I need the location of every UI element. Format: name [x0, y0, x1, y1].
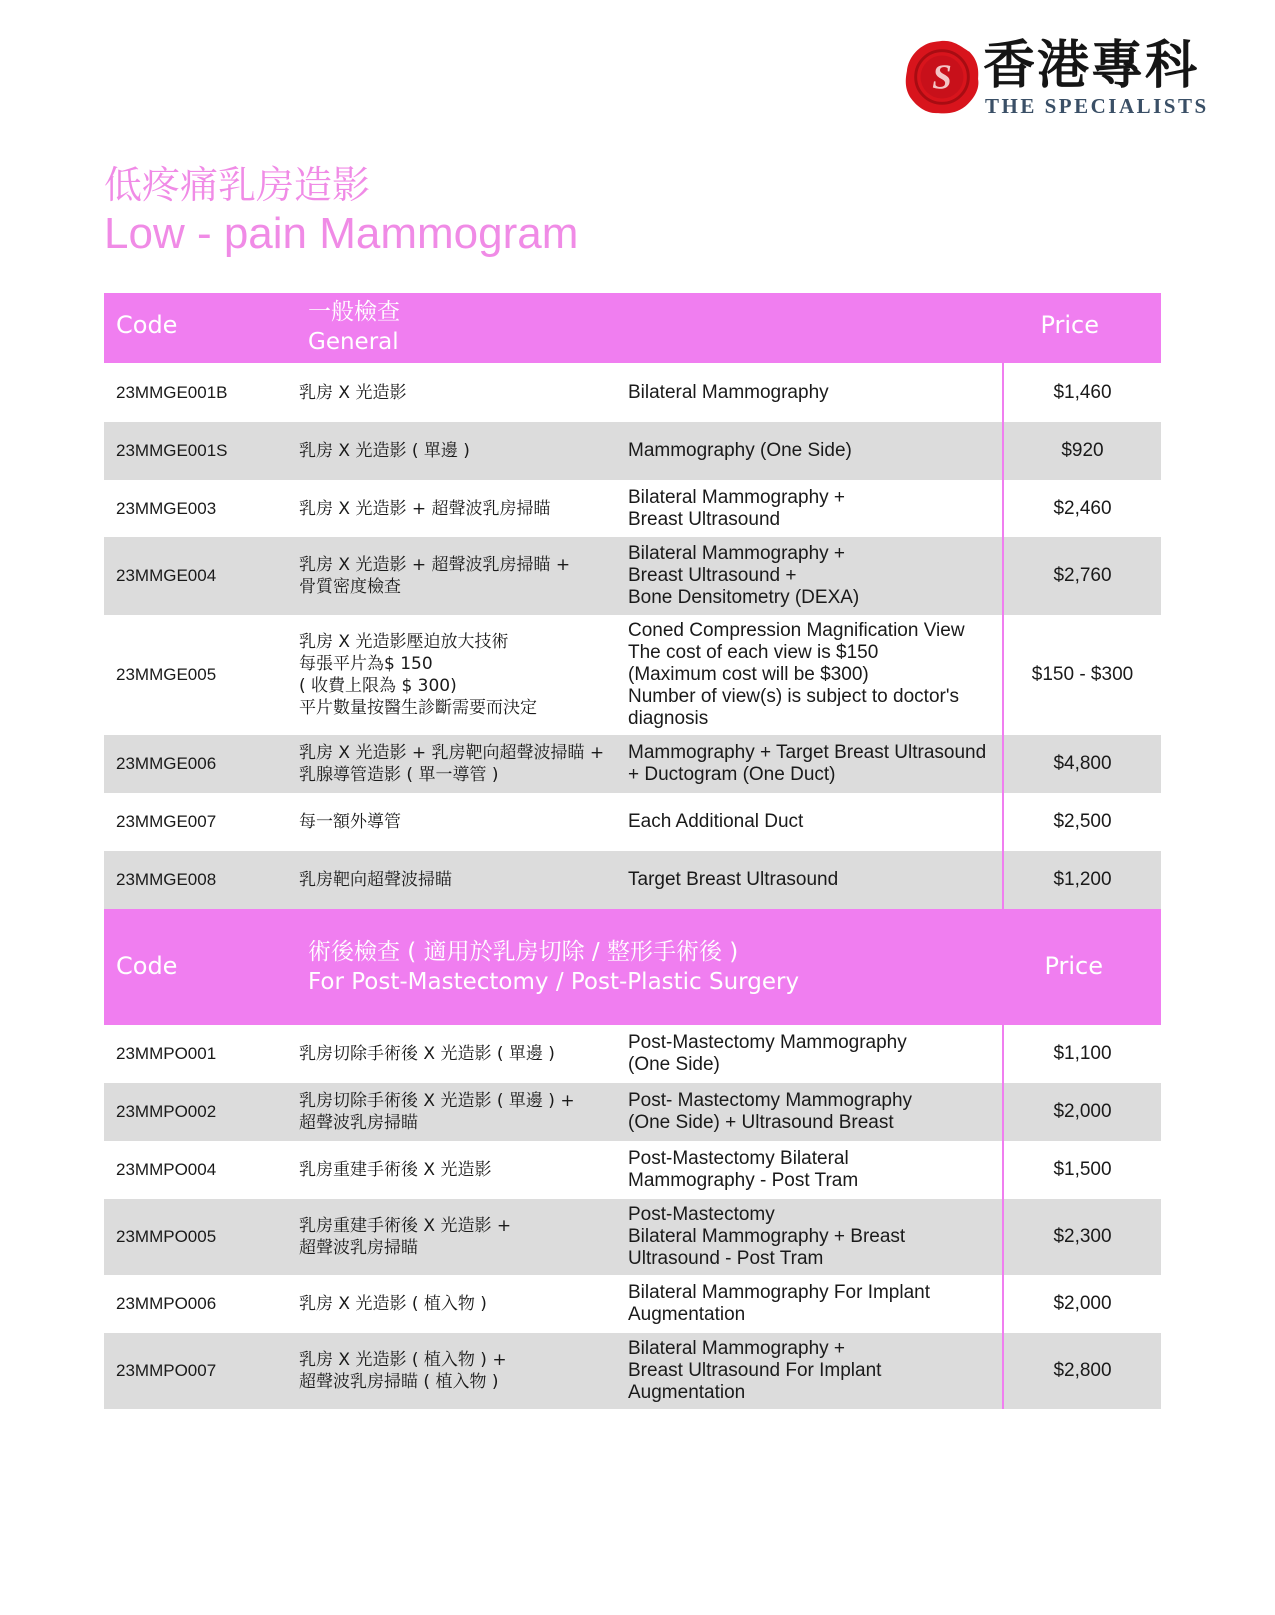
- row-desc-en: [628, 422, 998, 480]
- row-desc-cn: [299, 480, 619, 537]
- row-price: $2,460: [1053, 497, 1112, 519]
- row-desc-cn: [299, 1025, 619, 1083]
- row-desc-cn-line: 乳房靶向超聲波掃瞄: [299, 870, 452, 890]
- row-price: $2,000: [1053, 1101, 1112, 1122]
- header-price: Price: [1040, 311, 1099, 339]
- row-desc-cn-line: 每張平片為$ 150: [299, 654, 433, 674]
- row-desc-en-line: (One Side) + Ultrasound Breast: [628, 1112, 894, 1133]
- row-code: 23MMPO007: [116, 1361, 217, 1380]
- page-title-en: Low - pain Mammogram: [104, 209, 579, 258]
- row-price: $1,500: [1053, 1159, 1112, 1180]
- row-code: 23MMPO001: [116, 1044, 217, 1063]
- row-price: $2,500: [1053, 811, 1112, 832]
- row-desc-en-line: Bilateral Mammography +: [628, 1338, 846, 1359]
- row-desc-cn-line: 乳房 X 光造影 ( 植入物 ): [299, 1294, 487, 1314]
- row-price: $1,100: [1053, 1043, 1112, 1064]
- row-desc-cn-line: 乳房 X 光造影壓迫放大技術: [299, 632, 509, 652]
- row-code: 23MMGE003: [116, 498, 217, 518]
- row-price: $2,760: [1053, 565, 1112, 586]
- row-desc-en: [628, 1333, 998, 1409]
- row-desc-cn: [299, 537, 619, 615]
- row-desc-cn-line: 乳房切除手術後 X 光造影 ( 單邊 ) +: [299, 1091, 575, 1111]
- header-code: Code: [116, 952, 178, 980]
- row-desc-en-line: Bilateral Mammography + Breast: [628, 1226, 906, 1247]
- row-desc-en: [628, 1083, 998, 1141]
- table-row: [104, 1141, 1161, 1199]
- row-desc-cn: [299, 363, 619, 422]
- svg-text:S: S: [932, 57, 952, 97]
- row-desc-cn-line: 乳房 X 光造影 + 乳房靶向超聲波掃瞄 +: [299, 743, 605, 763]
- row-code: 23MMGE004: [116, 566, 217, 585]
- logo-name-en: THE SPECIALISTS: [985, 94, 1209, 118]
- row-desc-cn: [299, 1141, 619, 1199]
- table-row: [104, 851, 1161, 909]
- row-desc-cn-line: 乳房 X 光造影 ( 單邊 ): [299, 441, 470, 461]
- row-desc-en-line: Mammography + Target Breast Ultrasound: [628, 742, 987, 763]
- row-desc-cn-line: 每一額外導管: [299, 812, 401, 832]
- row-desc-en-line: Post-Mastectomy: [628, 1204, 775, 1225]
- row-code: 23MMGE008: [116, 870, 217, 889]
- row-desc-cn-line: ( 收費上限為 $ 300): [299, 676, 457, 696]
- header-desc-cn: 術後檢查 ( 適用於乳房切除 / 整形手術後 ): [308, 939, 739, 965]
- row-desc-en-line: Ultrasound - Post Tram: [628, 1248, 824, 1269]
- row-desc-en-line: Bilateral Mammography +: [628, 543, 846, 564]
- row-desc-en-line: + Ductogram (One Duct): [628, 764, 836, 785]
- row-desc-cn-line: 乳房 X 光造影 ( 植入物 ) +: [299, 1350, 507, 1370]
- row-code: 23MMGE007: [116, 812, 217, 831]
- row-desc-en-line: Post-Mastectomy Bilateral: [628, 1148, 849, 1169]
- row-desc-cn-line: 乳房切除手術後 X 光造影 ( 單邊 ): [299, 1044, 555, 1064]
- table-row: [104, 1025, 1161, 1083]
- table-row: [104, 1275, 1161, 1333]
- row-desc-cn: [299, 615, 619, 735]
- row-desc-cn: [299, 1083, 619, 1141]
- price-table: [104, 293, 1161, 1409]
- row-desc-cn-line: 乳房 X 光造影 + 超聲波乳房掃瞄: [299, 498, 551, 519]
- header-desc: [308, 937, 799, 997]
- row-desc-en-line: Augmentation: [628, 1304, 746, 1325]
- section-rows-general: [104, 363, 1161, 909]
- row-desc-cn: [299, 851, 619, 909]
- row-desc-cn-line: 乳房 X 光造影: [299, 382, 407, 403]
- row-desc-en-line: Number of view(s) is subject to doctor's: [628, 686, 959, 707]
- row-desc-en-line: Post-Mastectomy Mammography: [628, 1032, 907, 1053]
- row-desc-cn-line: 乳房重建手術後 X 光造影 +: [299, 1216, 512, 1236]
- row-desc-en: [628, 363, 998, 422]
- row-desc-en-line: Bone Densitometry (DEXA): [628, 587, 860, 608]
- row-desc-cn: [299, 1199, 619, 1275]
- row-price: $2,300: [1053, 1226, 1112, 1247]
- row-code: 23MMPO006: [116, 1294, 217, 1313]
- row-desc-en: [628, 1025, 998, 1083]
- header-price: Price: [1044, 952, 1103, 980]
- row-desc-en: [628, 1199, 998, 1275]
- row-desc-en-line: Bilateral Mammography +: [628, 486, 846, 508]
- row-code: 23MMPO004: [116, 1160, 217, 1179]
- row-desc-cn: [299, 793, 619, 851]
- row-desc-en-line: diagnosis: [628, 708, 709, 729]
- row-desc-en: [628, 735, 998, 793]
- row-desc-cn-line: 乳房重建手術後 X 光造影: [299, 1160, 492, 1180]
- table-row: [104, 1333, 1161, 1409]
- row-price: $920: [1061, 440, 1104, 461]
- row-desc-cn-line: 乳房 X 光造影 + 超聲波乳房掃瞄 +: [299, 555, 571, 575]
- row-desc-en-line: The cost of each view is $150: [628, 642, 879, 663]
- header-desc-en: For Post-Mastectomy / Post-Plastic Surgery: [308, 969, 800, 995]
- header-code: Code: [116, 311, 178, 339]
- row-desc-en: [628, 480, 998, 537]
- table-row: [104, 1199, 1161, 1275]
- row-price: $1,200: [1053, 869, 1112, 890]
- row-price: $150 - $300: [1031, 664, 1134, 685]
- row-desc-en: [628, 615, 998, 735]
- row-desc-en: [628, 851, 998, 909]
- header-desc-en: General: [308, 329, 399, 355]
- row-desc-cn-line: 骨質密度檢查: [299, 577, 401, 597]
- row-desc-en-line: Augmentation: [628, 1382, 746, 1403]
- table-row: [104, 1083, 1161, 1141]
- row-desc-en-line: Each Additional Duct: [628, 811, 804, 832]
- row-desc-en-line: Coned Compression Magnification View: [628, 620, 965, 641]
- row-desc-cn-line: 超聲波乳房掃瞄 ( 植入物 ): [299, 1372, 499, 1392]
- row-desc-cn: [299, 1275, 619, 1333]
- row-code: 23MMGE005: [116, 665, 217, 684]
- row-price: $1,460: [1053, 381, 1112, 403]
- row-desc-en-line: Breast Ultrasound +: [628, 565, 797, 586]
- row-desc-en: [628, 1275, 998, 1333]
- row-desc-en-line: Mammography (One Side): [628, 440, 852, 461]
- row-price: $2,000: [1053, 1293, 1112, 1314]
- row-desc-en-line: Breast Ultrasound: [628, 508, 781, 530]
- row-desc-en-line: Mammography - Post Tram: [628, 1170, 859, 1191]
- table-row: [104, 615, 1161, 735]
- wax-seal-icon: [903, 38, 981, 116]
- header-desc: [308, 297, 400, 357]
- table-row: [104, 422, 1161, 480]
- table-row: [104, 793, 1161, 851]
- row-code: 23MMPO005: [116, 1227, 217, 1246]
- row-desc-en-line: Target Breast Ultrasound: [628, 869, 839, 890]
- row-code: 23MMGE006: [116, 754, 217, 773]
- row-code: 23MMGE001S: [116, 441, 228, 460]
- page-title-cn: 低疼痛乳房造影: [104, 163, 371, 207]
- section-rows-post-surgery: [104, 1025, 1161, 1409]
- row-desc-en-line: Breast Ultrasound For Implant: [628, 1360, 882, 1381]
- row-desc-cn-line: 超聲波乳房掃瞄: [299, 1238, 418, 1258]
- section-header-general: [104, 293, 1161, 363]
- row-desc-en: [628, 1141, 998, 1199]
- row-desc-cn-line: 超聲波乳房掃瞄: [299, 1113, 418, 1133]
- row-desc-cn: [299, 735, 619, 793]
- table-row: [104, 735, 1161, 793]
- row-desc-en-line: Bilateral Mammography: [628, 381, 829, 403]
- row-desc-cn: [299, 1333, 619, 1409]
- row-price: $2,800: [1053, 1360, 1112, 1381]
- row-desc-en-line: Bilateral Mammography For Implant: [628, 1282, 930, 1303]
- table-row: [104, 537, 1161, 615]
- section-header-post-surgery: [104, 909, 1161, 1025]
- row-desc-en: [628, 793, 998, 851]
- header-desc-cn: 一般檢查: [308, 299, 400, 325]
- row-desc-en-line: (Maximum cost will be $300): [628, 664, 869, 685]
- row-code: 23MMPO002: [116, 1102, 217, 1121]
- row-desc-cn-line: 乳腺導管造影 ( 單一導管 ): [299, 765, 499, 785]
- row-desc-en-line: (One Side): [628, 1054, 720, 1075]
- row-desc-cn-line: 平片數量按醫生診斷需要而決定: [299, 698, 537, 718]
- table-row: [104, 363, 1161, 422]
- logo-name-cn: 香港專科: [983, 35, 1200, 96]
- row-code: 23MMGE001B: [116, 382, 228, 402]
- table-row: [104, 480, 1161, 537]
- row-price: $4,800: [1053, 753, 1112, 774]
- logo: [903, 35, 1209, 126]
- row-desc-en-line: Post- Mastectomy Mammography: [628, 1090, 913, 1111]
- row-desc-en: [628, 537, 998, 615]
- row-desc-cn: [299, 422, 619, 480]
